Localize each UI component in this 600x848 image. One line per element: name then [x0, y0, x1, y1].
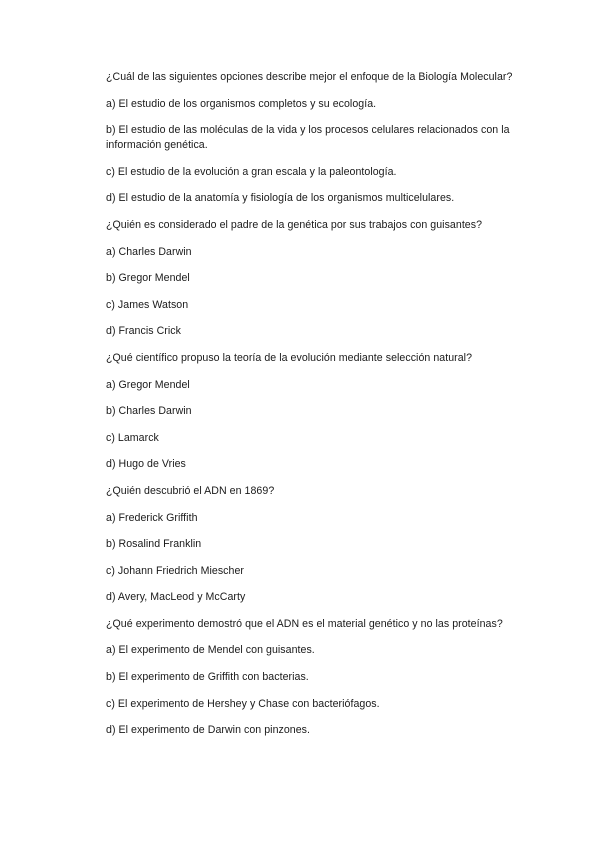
answer-option: c) El experimento de Hershey y Chase con bacteriófagos. — [106, 697, 380, 710]
question-text: ¿Quién es considerado el padre de la genética por sus trabajos con guisantes? — [106, 218, 483, 231]
answer-option: b) Gregor Mendel — [106, 272, 190, 285]
answer-option: a) Gregor Mendel — [106, 378, 190, 391]
answer-option: a) El experimento de Mendel con guisantes. — [106, 644, 315, 657]
answer-option: b) Charles Darwin — [106, 405, 192, 418]
answer-option: c) Lamarck — [106, 431, 159, 444]
answer-option: c) El estudio de la evolución a gran escala y la paleontología. — [106, 165, 397, 178]
question-text: ¿Cuál de las siguientes opciones describe mejor el enfoque de la Biología Molecular? — [106, 71, 513, 83]
answer-option: b) Rosalind Franklin — [106, 538, 202, 551]
question-block — [106, 351, 538, 472]
answer-option: a) El estudio de los organismos completos y su ecología. — [106, 97, 377, 110]
question-text: ¿Qué científico propuso la teoría de la evolución mediante selección natural? — [106, 351, 473, 364]
answer-option: d) Francis Crick — [106, 325, 181, 338]
answer-option: d) El experimento de Darwin con pinzones. — [106, 724, 311, 737]
question-block — [106, 70, 538, 206]
answer-option: c) James Watson — [106, 298, 189, 311]
question-text: ¿Quién descubrió el ADN en 1869? — [106, 484, 275, 497]
question-text: ¿Qué experimento demostró que el ADN es el material genético y no las proteínas? — [106, 617, 503, 630]
answer-option: a) Frederick Griffith — [106, 511, 198, 524]
answer-option: d) El estudio de la anatomía y fisiología de los organismos multicelulares. — [106, 192, 455, 205]
answer-option: d) Avery, MacLeod y McCarty — [106, 591, 246, 604]
answer-option: d) Hugo de Vries — [106, 458, 186, 471]
answer-option: b) El experimento de Griffith con bacterias. — [106, 671, 309, 684]
answer-option: b) El estudio de las moléculas de la vida y los procesos celulares relacionados con la información genética. — [106, 124, 510, 152]
question-block — [106, 484, 538, 605]
question-block — [106, 617, 538, 738]
answer-option: c) Johann Friedrich Miescher — [106, 564, 244, 577]
question-block — [106, 218, 538, 339]
quiz-content — [106, 70, 538, 750]
answer-option: a) Charles Darwin — [106, 245, 192, 258]
